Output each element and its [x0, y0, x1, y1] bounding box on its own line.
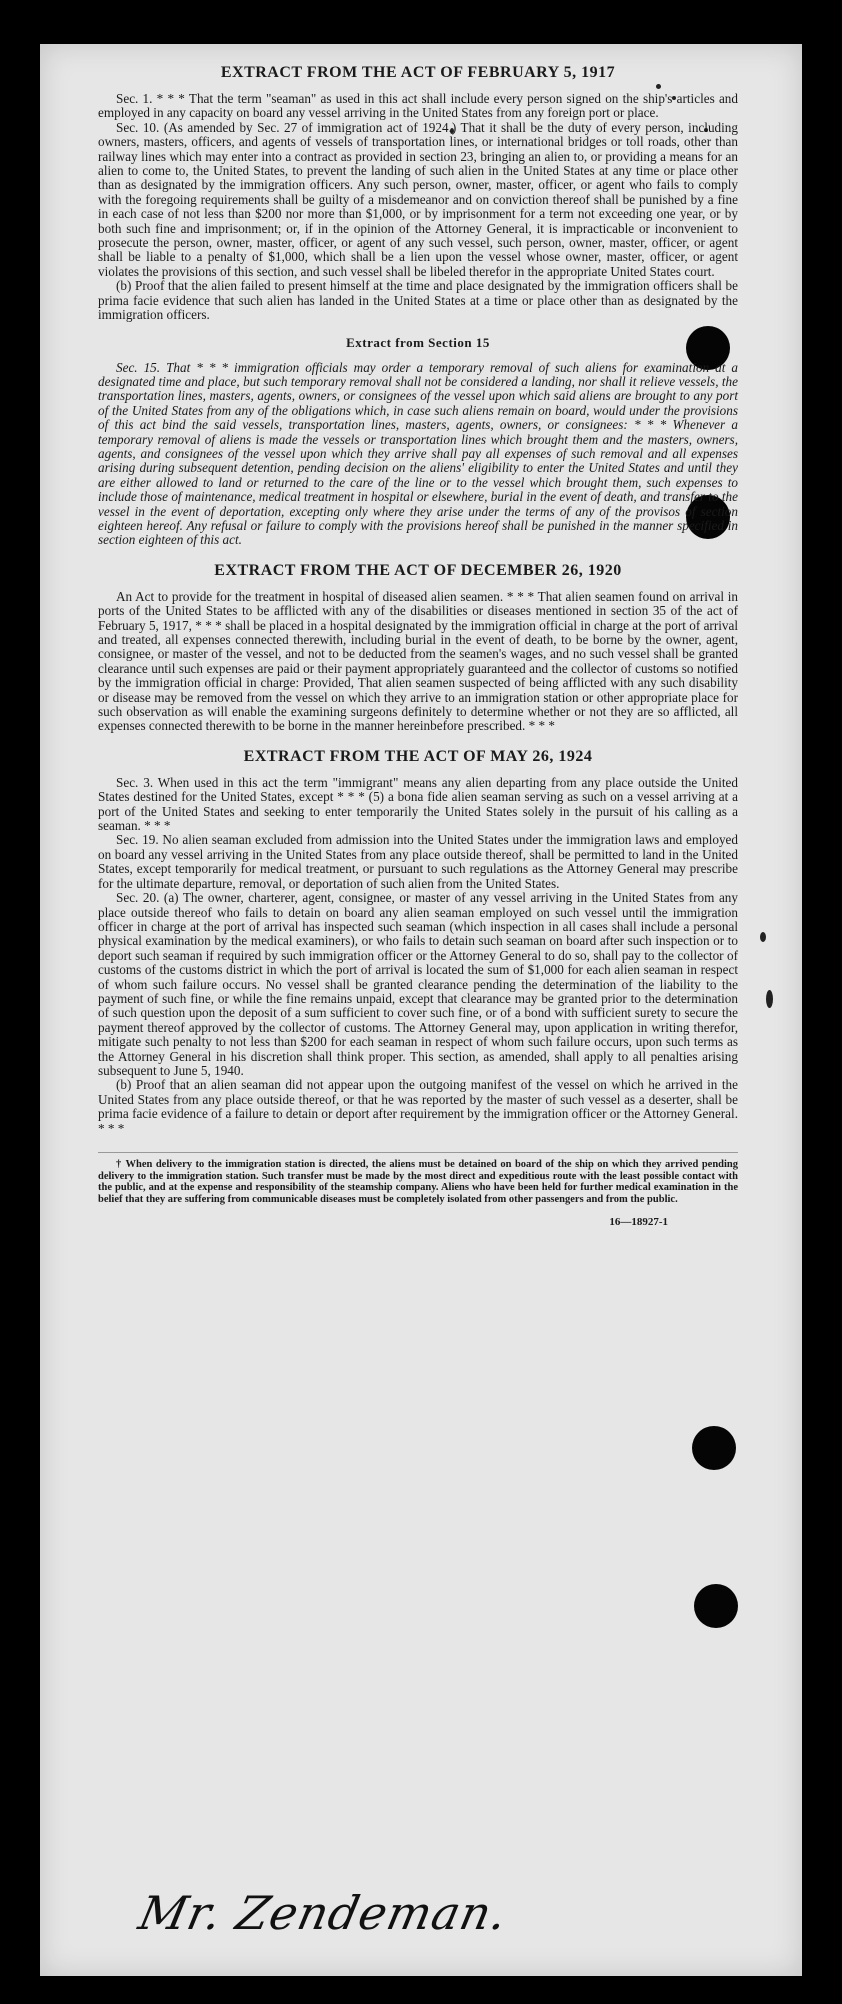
paragraph-10b: (b) Proof that the alien failed to present himself at the time and place designated by the immigration officers shall be prima facie evidence that such alien has landed in the United States at a time or place other than as designated by the immigration officers. [98, 278, 738, 323]
paragraph-20b: (b) Proof that an alien seaman did not appear upon the outgoing manifest of the vessel on which he arrived in the United States from any place outside thereof, or that he was reported by the master of such vessel as a deserter, shall be prima facie evidence of a failure to detain or deport after requirement by the immigration officer or the Attorney General. * * * [98, 1077, 738, 1136]
heading-sec15: Extract from Section 15 [346, 334, 490, 350]
paragraph-sec19: Sec. 19. No alien seaman excluded from admission into the United States under the immigration laws and employed on board any vessel arriving in the United States from any place outside thereof, shall be permitted to land in the United States, except temporarily for medical treatment, or pursuant to such regulations as the Attorney General may prescribe for the ultimate departure, removal, or deportation of such alien from the United States. [98, 832, 738, 891]
paragraph-sec3: Sec. 3. When used in this act the term "immigrant" means any alien departing from any place outside the United States destined for the United States, except * * * (5) a bona fide alien seaman serving as such on a vessel arriving at a port of the United States and seeking to enter temporarily the United States solely in the pursuit of his calling as a seaman. * * * [98, 774, 738, 834]
handwritten-signature: Mr. Zendeman. [134, 1886, 513, 1940]
paragraph-sec10: Sec. 10. (As amended by Sec. 27 of immigration act of 1924.) That it shall be the duty of every person, including owners, masters, officers, and agents of vessels of transportation lines, or international bridges or toll roads, other than railway lines which may enter into a contract as provided in section 23, bringing an alien to, or providing a means for an alien to come to, the United States, to prevent the landing of such alien in the United States at any time or place other than as designated by the immigration officers. Any such person, owner, master, officer, or agent who fails to comply with the foregoing requirements shall be guilty of a misdemeanor and on conviction thereof shall be punished by a fine in each case of not less than $200 nor more than $1,000, or by imprisonment for a term not exceeding one year, or by both such fine and imprisonment; or, if in the opinion of the Attorney General, it is impracticable or inconvenient to prosecute the person, owner, master, officer, or agent of any such vessel, such person, owner, master, officer, or agent shall be liable to a penalty of $1,000, which shall be a lien upon the vessel whose owner, master, officer, or agent violates the provisions of this section, and such vessel shall be libeled therefor in the appropriate United States court. [98, 119, 738, 279]
paragraph-sec1: Sec. 1. * * * That the term "seaman" as used in this act shall include every person signed on the ship's articles and employed in any capacity on board any vessel arriving in the United States from any foreign port or place. [98, 91, 738, 121]
speck [766, 990, 773, 1008]
footnote: † When delivery to the immigration station is directed, the aliens must be detained on board of the ship on which they arrived pending delivery to the immigration station. Such transfer must be made by the most direct and expeditious route with the least possible contact with the public, and at the expense and responsibility of the steamship company. Aliens who have been held for further medical examination in the belief that they are suffering from communicable diseases must be completely isolated from other passengers and from the public. [98, 1152, 738, 1205]
heading-act-1924: EXTRACT FROM THE ACT OF MAY 26, 1924 [243, 747, 593, 765]
paragraph-sec15: Sec. 15. That * * * immigration officials may order a temporary removal of such aliens for examination at a designated time and place, but such temporary removal shall not be considered a landing, nor shall it relieve vessels, the transportation lines, masters, agents, owners, or consignees of the vessel upon which said aliens are brought to any port of the United States from any of the obligations which, in case such aliens remain on board, would under the provisions of this act bind the said vessels, transportation lines, masters, agents, owners, or consignees: * * * Whenever a temporary removal of aliens is made the vessels or transportation lines which brought them and the masters, owners, agents, and consignees of the vessel upon which they arrive shall pay all expenses of such removal and all expenses arising during subsequent detention, pending decision on the aliens' eligibility to enter the United States and until they are either allowed to land or returned to the care of the line or to the vessel which brought them, such expenses to include those of maintenance, medical treatment in hospital or elsewhere, burial in the event of death, and transfer to the vessel in the event of deportation, excepting only where they arise under the terms of any of the provisos of section eighteen hereof. Any refusal or failure to comply with the provisions hereof shall be punished in the manner specified in section eighteen of this act. [98, 359, 738, 548]
punch-hole [694, 1584, 738, 1628]
form-number: 16—18927-1 [609, 1215, 668, 1228]
heading-act-1917: EXTRACT FROM THE ACT OF FEBRUARY 5, 1917 [220, 64, 616, 81]
punch-hole [692, 1426, 736, 1470]
paragraph-sec20: Sec. 20. (a) The owner, charterer, agent, consignee, or master of any vessel arriving in the United States from any place outside thereof who fails to detain on board any alien seaman employed on such vessel until the immigration officer in charge at the port of arrival has inspected such seaman (which inspection in all cases shall include a personal physical examination by the medical examiners), or who fails to detain such seaman on board after such inspection or to deport such seaman if required by such immigration officer or the Attorney General to do so, shall pay to the collector of customs of the customs district in which the port of arrival is located the sum of $1,000 for each alien seaman in respect of whom such failure occurs. No vessel shall be granted clearance pending the determination of the liability to the payment of such fine, or while the fine remains unpaid, except that clearance may be granted prior to the determination of such question upon the deposit of a sum sufficient to cover such fine, or of a bond with sufficient surety to secure the payment thereof approved by the collector of customs. The Attorney General may, upon application in writing therefor, mitigate such penalty to not less than $200 for each seaman in respect of whom such failure occurs, upon such terms as the Attorney General in his discretion shall think proper. This section, as amended, shall apply to all penalties arising subsequent to June 5, 1940. [98, 890, 738, 1078]
heading-act-1920: EXTRACT FROM THE ACT OF DECEMBER 26, 1920 [214, 561, 622, 579]
paragraph-1920: An Act to provide for the treatment in hospital of diseased alien seamen. * * * That alien seamen found on arrival in ports of the United States to be afflicted with any of the disabilities or diseases mentioned in section 35 of the act of February 5, 1917, * * * shall be placed in a hospital designated by the immigration official in charge at the port of arrival and treated, all expenses connected therewith, including burial in the event of death, to be borne by the owner, agent, consignee, or master of the vessel, and not to be deducted from the seamen's wages, and no such vessel shall be granted clearance until such expenses are paid or their payment appropriately guaranteed and the collector of customs so notified by the immigration official in charge: Provided, That alien seamen suspected of being afflicted with any such disability or disease may be removed from the vessel on which they arrive to an immigration station or other appropriate place for such observation as will enable the examining surgeons definitely to determine whether or not they are so afflicted, all expenses connected therewith to be borne in the manner hereinbefore prescribed. * * * [98, 588, 738, 734]
speck [760, 932, 766, 942]
document-content [98, 64, 738, 1228]
